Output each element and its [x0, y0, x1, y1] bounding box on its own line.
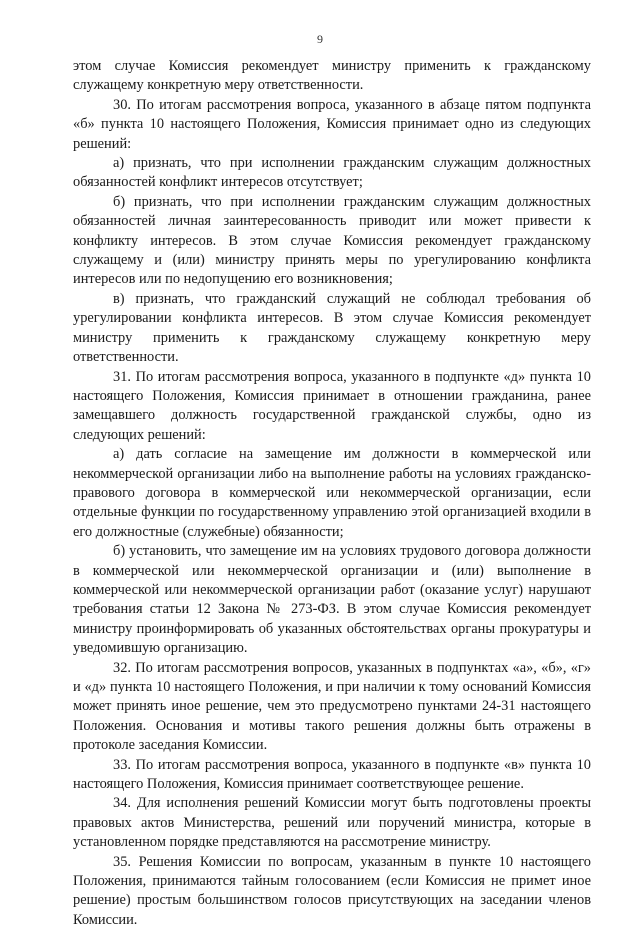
paragraph-item-32: 32. По итогам рассмотрения вопросов, указанных в подпунктах «а», «б», «г» и «д» пункта 10 настоящего Положения, и при наличии к тому оснований Комиссия может принять иное решение, чем это предусмотрено пунктами 24-31 настоящего Положения. Основания и мотивы такого решения должны быть отражены в протоколе заседания Комиссии. — [73, 659, 591, 754]
paragraph-item-30-a: а) признать, что при исполнении гражданским служащим должностных обязанностей конфликт интересов отсутствует; — [73, 155, 591, 191]
paragraph-item-30-v: в) признать, что гражданский служащий не соблюдал требования об урегулировании конфликта интересов. В этом случае Комиссия рекомендует министру применить к гражданскому служащему конкретную меру ответственности. — [73, 290, 591, 366]
paragraph-continuation: этом случае Комиссия рекомендует министру применить к гражданскому служащему конкретную меру ответственности. — [73, 58, 591, 94]
paragraph-item-30: 30. По итогам рассмотрения вопроса, указанного в абзаце пятом подпункта «б» пункта 10 настоящего Положения, Комиссия принимает одно из следующих решений: — [73, 96, 591, 152]
paragraph-item-35: 35. Решения Комиссии по вопросам, указанным в пункте 10 настоящего Положения, принимаются тайным голосованием (если Комиссия не примет иное решение) простым большинством голосов присутствующих на заседании членов Комиссии. — [73, 853, 591, 928]
document-body — [73, 57, 591, 930]
paragraph-item-31-b: б) установить, что замещение им на условиях трудового договора должности в коммерческой или некоммерческой организации и (или) выполнение в коммерческой или некоммерческой организации работ (оказание услуг) нарушают требования статьи 12 Закона № 273-ФЗ. В этом случае Комиссия рекомендует министру проинформировать об указанных обстоятельствах органы прокуратуры и уведомившую организацию. — [73, 543, 591, 657]
paragraph-item-34: 34. Для исполнения решений Комиссии могут быть подготовлены проекты правовых актов Министерства, решений или поручений министра, которые в установленном порядке представляются на рассмотрение министру. — [73, 795, 591, 851]
paragraph-item-31-a: а) дать согласие на замещение им должности в коммерческой или некоммерческой организации либо на выполнение работы на условиях гражданско-правового договора в коммерческой или некоммерческой организации, если отдельные функции по государственному управлению этой организацией входили в его должностные (служебные) обязанности; — [73, 446, 591, 540]
paragraph-item-31: 31. По итогам рассмотрения вопроса, указанного в подпункте «д» пункта 10 настоящего Положения, Комиссия принимает в отношении гражданина, ранее замещавшего должность государственной гражданской службы, одно из следующих решений: — [73, 368, 591, 443]
paragraph-item-30-b: б) признать, что при исполнении гражданским служащим должностных обязанностей личная заинтересованность приводит или может привести к конфликту интересов. В этом случае Комиссия рекомендует гражданскому служащему и (или) министру принять меры по урегулированию конфликта интересов или по недопущению его возникновения; — [73, 193, 591, 288]
paragraph-item-33: 33. По итогам рассмотрения вопроса, указанного в подпункте «в» пункта 10 настоящего Положения, Комиссия принимает соответствующее решение. — [73, 756, 591, 793]
page-number: 9 — [317, 32, 323, 46]
